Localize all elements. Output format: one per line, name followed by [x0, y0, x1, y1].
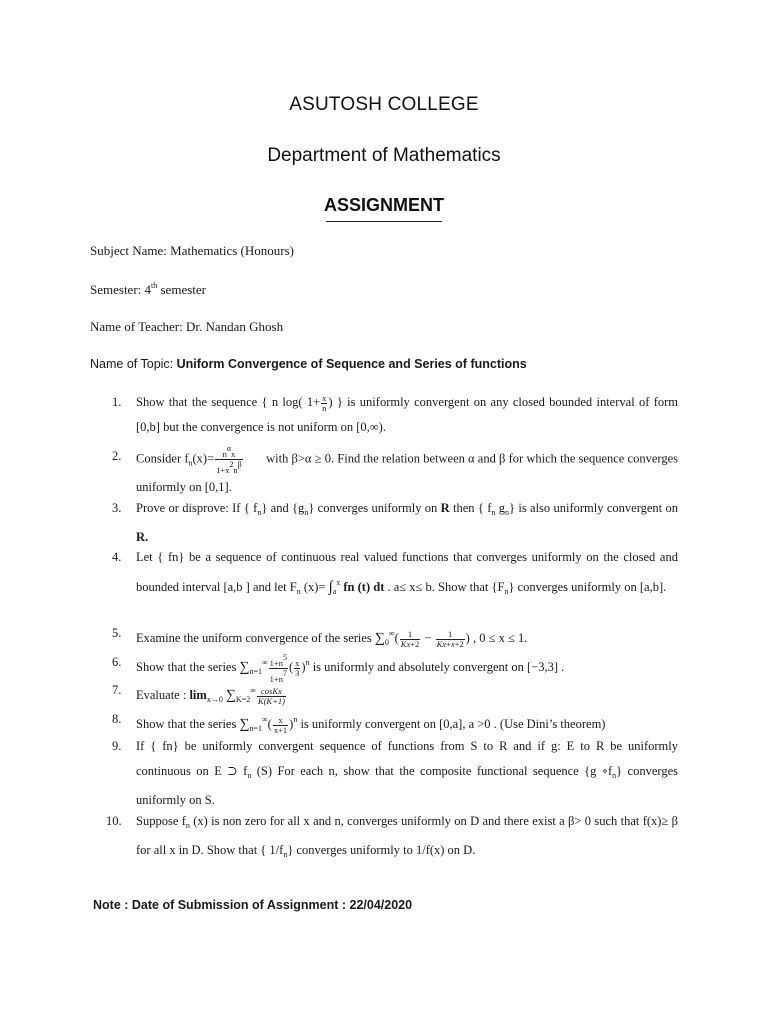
semester: Semester: 4th semester [90, 281, 206, 297]
college-name: ASUTOSH COLLEGE [289, 94, 479, 115]
question-6: 6. Show that the series $\sum_{n=1}^\infty$ $\frac{1+n^5}{1+n^7}$ ( $\frac{x}{3}$ )$^n$ is uniformly and absolutely convergent on [−3,3] . [112, 652, 565, 684]
question-2: 2. Consider $f_n(x)=$ $\frac{n^\alpha x}{1+x^2n^\beta}$ with β>α ≥ 0. Find the relation between α and β for which the sequence converges uniformly on [0,1]. [112, 444, 678, 495]
assignment-heading: ASSIGNMENT [323, 195, 444, 215]
question-4: 4. Let { fn} be a sequence of continuous real valued functions that converges uniformly on the closed and bounded interval [a,b ] and let $F_n$ $(x)= \int_a^x$ fn (t) dt . a≤ x≤ b. Show that $\{F_n\}$ converges uniformly on [a,b]. [112, 550, 678, 596]
question-1: 1. Show that the sequence { n log( 1+ $\frac{x}{n}$ ) } is uniformly convergent on any closed bounded interval of form [0,b] but the convergence is not uniform on [0,∞). [112, 392, 678, 434]
question-5: 5. Examine the uniform convergence of the series $\sum_0^\infty$( $\frac{1}{Kx+2}$ − $\frac{1}{Kx+x+2}$ ) , 0 ≤ x ≤ 1. [112, 626, 528, 649]
question-10: 10. Suppose $f_n$ (x) is non zero for all x and n, converges uniformly on D and there exist a β> 0 such that f(x)≥ β for all x in D. Show that { $1/f_n$} converges uniformly to 1/f(x) on D. [106, 814, 679, 859]
assignment-underline [326, 221, 442, 222]
submission-note: Note : Date of Submission of Assignment : 22/04/2020 [93, 898, 413, 912]
question-3: 3. Prove or disprove: If { $f_n$} and $\{g_n\}$ converges uniformly on R then { $f_n$ $g_n$} is also uniformly convergent on R. [112, 501, 678, 544]
question-7: 7. Evaluate : $\lim_{x\to 0} \sum_{K=2}^\infty$ $\frac{\text{cosKx}}{K(K+1)}$ [112, 683, 285, 706]
topic-name: Name of Topic: Uniform Convergence of Sequence and Series of functions [90, 357, 527, 371]
teacher-name: Name of Teacher: Dr. Nandan Ghosh [90, 319, 284, 334]
subject-name: Subject Name: Mathematics (Honours) [90, 243, 294, 258]
question-8: 8. Show that the series $\sum_{n=1}^\infty$( $\frac{x}{x+1}$ )$^n$ is uniformly convergent on [0,a], a >0 . (Use Dini’s theorem) [112, 712, 606, 735]
department-name: Department of Mathematics [267, 145, 501, 166]
question-9: 9. If { fn} be uniformly convergent sequence of functions from S to R and if g: E to R be uniformly continuous on E ⊃ $f_n$ (S) For each n, show that the composite functional sequence {g $\circ f_n$} converges uniformly on S. [112, 739, 678, 807]
